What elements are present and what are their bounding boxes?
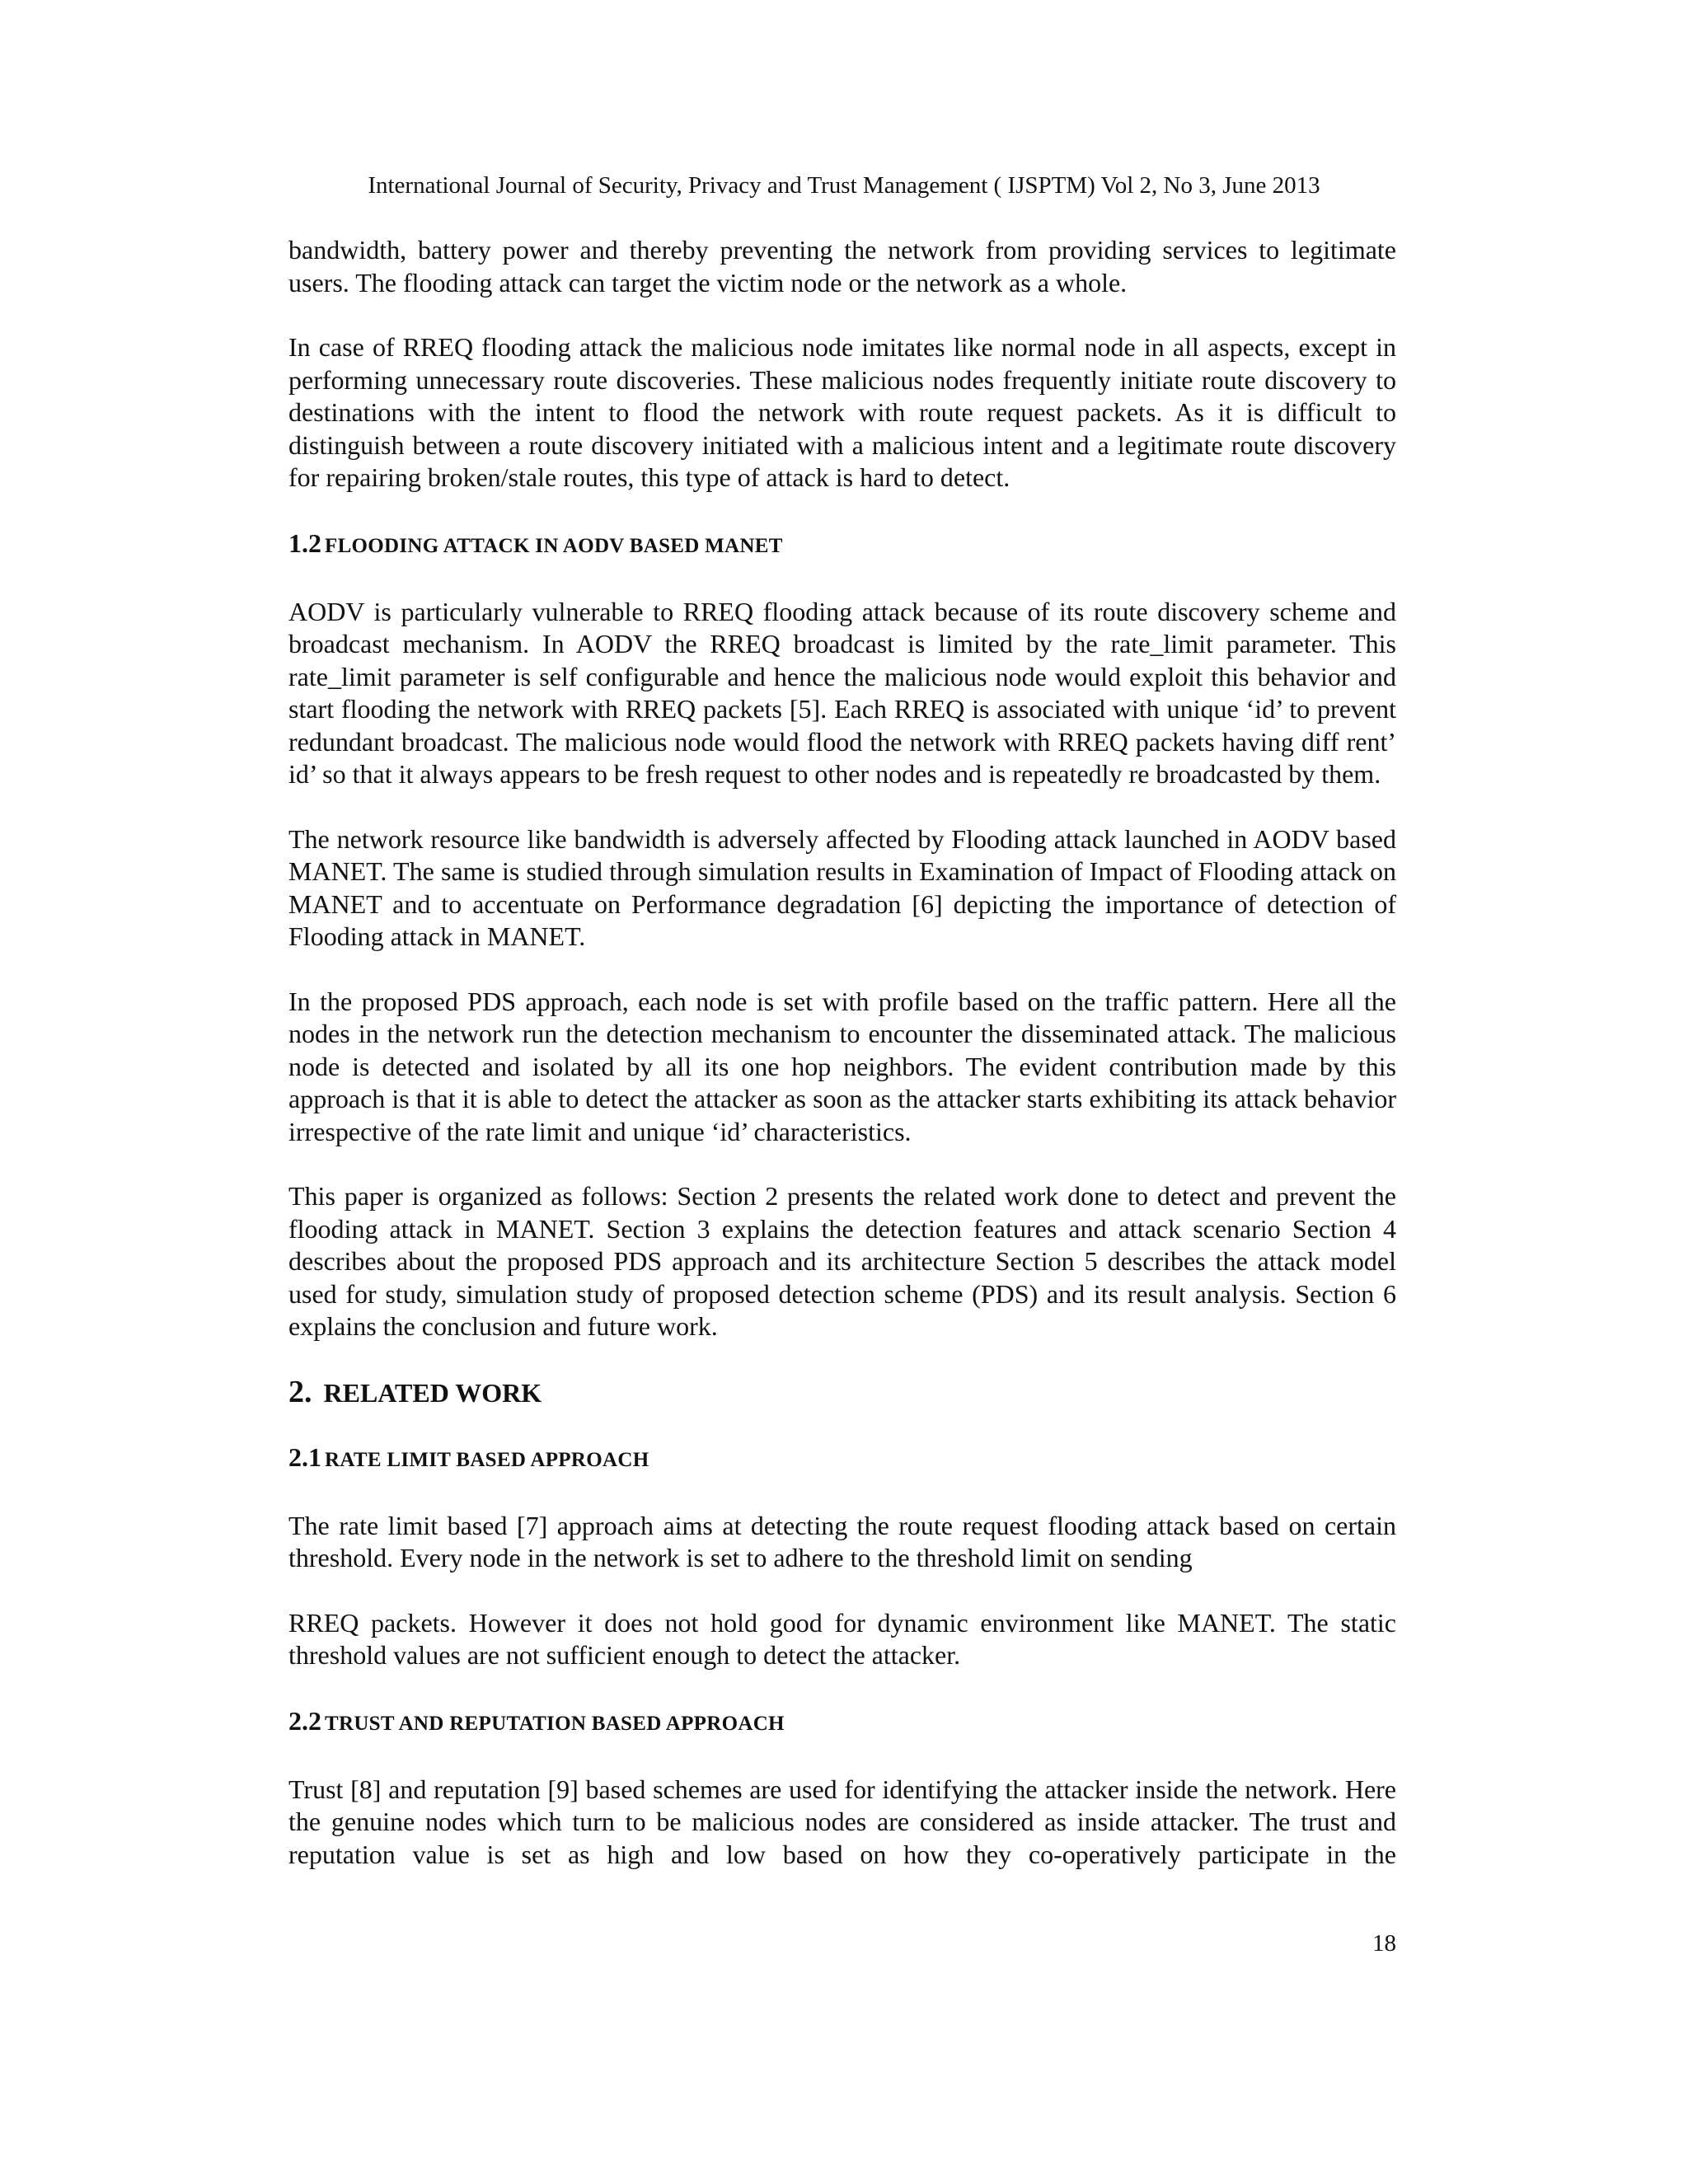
subsection-title: TRUST AND REPUTATION BASED APPROACH	[325, 1712, 785, 1735]
paragraph-paper-organization: This paper is organized as follows: Section 2 presents the related work done to detect and prevent the flooding attack in MANET. Section 3 explains the detection features and attack scenario Section 4 describes about the proposed PDS approach and its architecture Section 5 describes the attack model used for study, simulation study of proposed detection scheme (PDS) and its result analysis. Section 6 explains the conclusion and future work.	[288, 1181, 1396, 1341]
section-heading-2	[288, 1376, 1396, 1409]
paragraph-network-resource: The network resource like bandwidth is adversely affected by Flooding attack launched in AODV based MANET. The same is studied through simulation results in Examination of Impact of Flooding attack on MANET and to accentuate on Performance degradation [6] depicting the importance of detection of Flooding attack in MANET.	[288, 823, 1396, 951]
paragraph-bandwidth-continuation: bandwidth, battery power and thereby preventing the network from providing services to legitimate users. The flooding attack can target the victim node or the network as a whole.	[288, 235, 1396, 298]
paragraph-trust-reputation: Trust [8] and reputation [9] based schemes are used for identifying the attacker inside the network. Here the genuine nodes which turn to be malicious nodes are considered as inside attacker. The trust and reputation value is set as high and low based on how they co-operatively participate in the	[288, 1774, 1396, 1869]
subsection-number: 1.2	[288, 527, 321, 558]
page-content	[288, 234, 1396, 1903]
subsection-title: RATE LIMIT BASED APPROACH	[325, 1448, 649, 1471]
paragraph-rreq-flooding: In case of RREQ flooding attack the malicious node imitates like normal node in all aspects, except in performing unnecessary route discoveries. These malicious nodes frequently initiate route discovery to destinations with the intent to flood the network with route request packets. As it is difficult to distinguish between a route discovery initiated with a malicious intent and a legitimate route discovery for repairing broken/stale routes, this type of attack is hard to detect.	[288, 332, 1396, 492]
subsection-title: FLOODING ATTACK IN AODV BASED MANET	[325, 534, 783, 557]
section-number: 2.	[288, 1374, 312, 1409]
running-header: International Journal of Security, Privacy and Trust Management ( IJSPTM) Vol 2, No 3, June 2013	[368, 172, 1320, 199]
paragraph-aodv-vulnerable: AODV is particularly vulnerable to RREQ flooding attack because of its route discovery scheme and broadcast mechanism. In AODV the RREQ broadcast is limited by the rate_limit parameter. This rate_limit parameter is self configurable and hence the malicious node would exploit this behavior and start flooding the network with RREQ packets [5]. Each RREQ is associated with unique ‘id’ to prevent redundant broadcast. The malicious node would flood the network with RREQ packets having diff rent’ id’ so that it always appears to be fresh request to other nodes and is repeatedly re broadcasted by them.	[288, 596, 1396, 789]
subsection-heading-2-1	[288, 1441, 1396, 1477]
page-number: 18	[1372, 1930, 1396, 1957]
paragraph-rate-limit: The rate limit based [7] approach aims at detecting the route request flooding attack based on certain threshold. Every node in the network is set to adhere to the threshold limit on sending	[288, 1510, 1396, 1572]
paragraph-proposed-pds: In the proposed PDS approach, each node is set with profile based on the traffic pattern. Here all the nodes in the network run the detection mechanism to encounter the disseminated attack. The malicious node is detected and isolated by all its one hop neighbors. The evident contribution made by this approach is that it is able to detect the attacker as soon as the attacker starts exhibiting its attack behavior irrespective of the rate limit and unique ‘id’ characteristics.	[288, 986, 1396, 1146]
paragraph-rreq-packets-static: RREQ packets. However it does not hold good for dynamic environment like MANET. The static threshold values are not sufficient enough to detect the attacker.	[288, 1607, 1396, 1670]
section-title: RELATED WORK	[323, 1377, 542, 1408]
subsection-number: 2.1	[288, 1441, 321, 1472]
subsection-number: 2.2	[288, 1705, 321, 1736]
subsection-heading-1-2	[288, 527, 1396, 563]
subsection-heading-2-2	[288, 1704, 1396, 1741]
